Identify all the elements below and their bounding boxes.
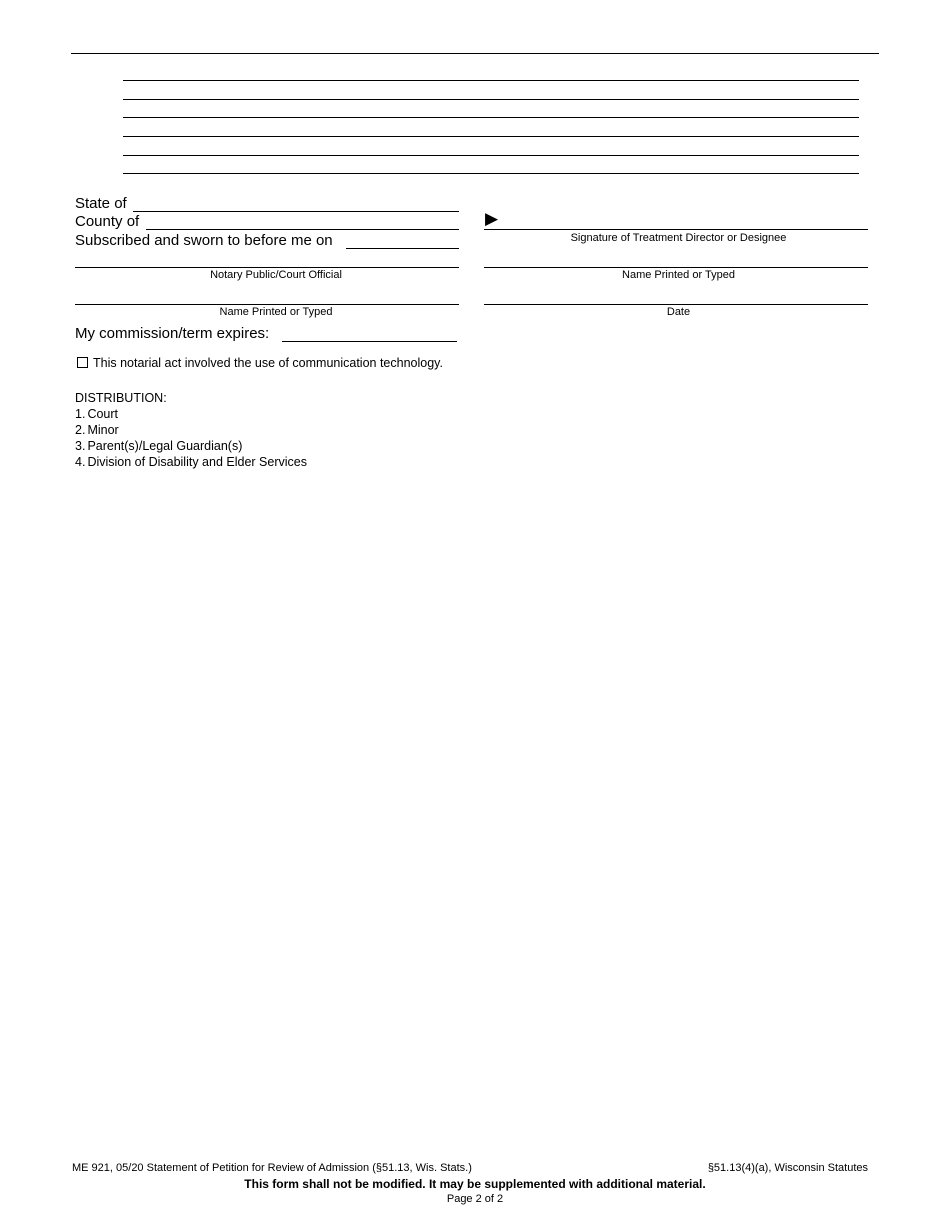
state-label: State of — [75, 195, 127, 212]
notary-name-caption: Name Printed or Typed — [219, 306, 333, 318]
subscribed-label: Subscribed and sworn to before me on — [75, 232, 333, 249]
list-item-text: Court — [87, 407, 119, 421]
page-number: Page 2 of 2 — [446, 1193, 504, 1205]
list-item — [75, 455, 307, 470]
writing-line[interactable] — [123, 80, 859, 81]
notary-name-field[interactable] — [75, 304, 459, 305]
statute-reference: §51.13(4)(a), Wisconsin Statutes — [707, 1162, 868, 1174]
distribution-list — [75, 391, 307, 470]
tech-checkbox-label: This notarial act involved the use of communication technology. — [93, 356, 443, 370]
distribution-title: DISTRIBUTION: — [75, 391, 167, 405]
writing-line[interactable] — [123, 99, 859, 100]
list-item-text: Minor — [87, 423, 119, 437]
list-item-number: 4. — [75, 455, 86, 469]
subscribed-date-field[interactable] — [346, 248, 459, 249]
list-item — [75, 423, 307, 438]
writing-line[interactable] — [123, 136, 859, 137]
notary-caption: Notary Public/Court Official — [210, 269, 342, 281]
list-item — [75, 407, 307, 422]
list-item-number: 1. — [75, 407, 86, 421]
notary-signature-field[interactable] — [75, 267, 459, 268]
commission-field[interactable] — [282, 341, 457, 342]
date-caption: Date — [666, 306, 691, 318]
county-label: County of — [75, 213, 140, 230]
list-item — [75, 439, 307, 454]
county-field[interactable] — [146, 229, 459, 230]
list-item-number: 2. — [75, 423, 86, 437]
writing-line[interactable] — [123, 155, 859, 156]
list-item-number: 3. — [75, 439, 86, 453]
list-item-text: Parent(s)/Legal Guardian(s) — [87, 439, 243, 453]
director-name-field[interactable] — [484, 267, 868, 268]
form-id: ME 921, 05/20 Statement of Petition for Review of Admission (§51.13, Wis. Stats.) — [72, 1162, 472, 1174]
writing-line[interactable] — [123, 173, 859, 174]
director-signature-caption: Signature of Treatment Director or Designee — [570, 232, 787, 244]
date-field[interactable] — [484, 304, 868, 305]
list-item-text: Division of Disability and Elder Services — [87, 455, 307, 469]
modification-notice: This form shall not be modified. It may be supplemented with additional material. — [244, 1177, 706, 1191]
writing-line[interactable] — [123, 117, 859, 118]
top-rule — [71, 53, 879, 54]
arrow-right-icon: ▶ — [485, 209, 499, 229]
commission-label: My commission/term expires: — [75, 325, 270, 342]
director-name-caption: Name Printed or Typed — [622, 269, 735, 281]
state-field[interactable] — [133, 211, 459, 212]
tech-checkbox[interactable] — [77, 357, 88, 368]
director-signature-field[interactable] — [484, 229, 868, 230]
